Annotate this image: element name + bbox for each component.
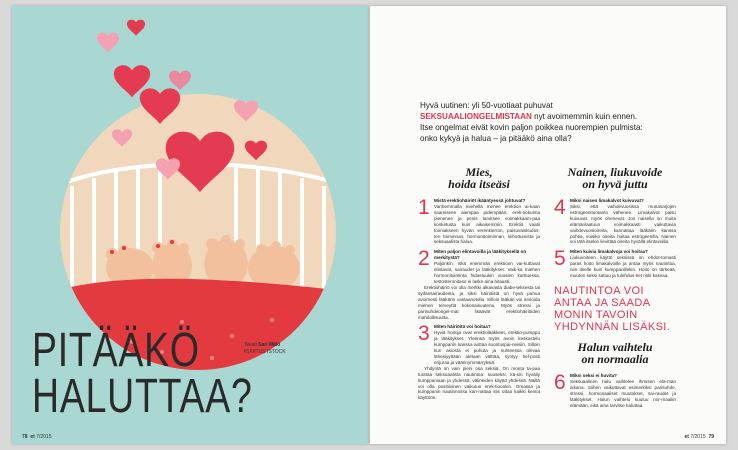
qa-item-1	[418, 198, 540, 245]
section-title-women	[554, 166, 676, 190]
intro-after: nyt avoimemmin kuin ennen. Itse ongelmat eivät kovin paljon poikkea nuorempien pulmista: onko kykyä ja halua – ja pitääkö aina olla?	[420, 112, 643, 143]
right-folio-magazine: et	[684, 434, 689, 440]
item-question: Miksi seksi ei huvita?	[570, 372, 617, 378]
byline-author: Sari Mäki	[258, 342, 281, 348]
item-number: 5	[554, 247, 566, 271]
item-answer: Liukuvoiteen käyttö seksissä on ehdot-tomasti paras hoito limakalvoille ja antaa myös nautintoa, niin itselle kuin kumppanillekin. Hoito on tärkeää, muuten seksi sattuu ja tulehdus-tiet riski kasvaa.	[570, 255, 676, 279]
item-answer-extra: Erektiohäiriö voi olla merkki alkavasta diabe-teksesta tai sydänsairaudesta, ja siksi häiriöistä on hyvä puhua avoimesti lääkärin vastaanotolla. Silloin lääkäri voi arvioida miehen terveyttä kokonaisuutena. Myös stressi ja parisuhdeongel-mat lisäävät erektiohäiriöiden mahdollisuutta.	[418, 284, 540, 320]
item-question: Miten paljon elintavoilla ja lääkityksellä on merkitystä?	[434, 249, 527, 261]
item-number: 2	[418, 247, 430, 271]
item-question: Miten kuivia limakalvoja voi hoitaa?	[570, 249, 648, 255]
headline-line-1: PITÄÄKÖ	[32, 324, 200, 377]
right-page	[370, 6, 726, 444]
byline	[244, 342, 286, 356]
qa-item-2	[418, 249, 540, 320]
item-number: 4	[554, 196, 566, 219]
right-folio	[685, 434, 714, 440]
item-answer-extra: Yhdyntä on vain pieni osa seksiä. On monta ta-paa tuottaa seksuaalista nautintoa: suuseksi, kä-sin hyväily kumppaniaan ja yhdessä, välineiden käyttö yhdessä. Näillä voi olla positiivinen vaikutus erek-tioonkin. Omassa ja kumppanin nautinnossa kan-nattaa siis ottaa kaikki keinot käyttöön.	[418, 365, 540, 401]
column-men	[418, 166, 540, 405]
intro-paragraph	[420, 100, 652, 144]
item-answer: Siksi, että vaihdevuosissa munasarjojen estrogeenituotanto vähenee. Limakalvot paisu kuivuvat, myös ohenevat. Jos naisella on muita elämänlaatuun voimakkaasti vaikuttavia vaihdevuosioireita, kannattaa lääkärin kanssa pohtia, voisiko oireita hoitaa estrogeenilla. Nainen voi tätä itsekin lievittää oireita hyvällä elintavoilla.	[570, 204, 676, 245]
item-question: Mistä erektiohäiriöt ikääntyessä johtuvat?	[434, 198, 526, 203]
right-folio-issue: 7/2015	[690, 434, 706, 440]
item-answer: Hyviä hoitoja ovat erektiolääkkeet, erektio-pumppu ja lääkitykset. Yleensä myös avoin keskustelu kumppanin kanssa auttaa suorituspai-neisiin. Silloin kun asiosta ei puhuta ja suhteessa olevaa lähesiyyttään aletaan välttää, syntyy hel-posti erijuraa ja väärinymmärryksiä.	[434, 330, 540, 365]
qa-item-5	[554, 249, 676, 279]
qa-item-3	[418, 324, 540, 401]
item-question: Miten häiriöitä voi hoitaa?	[434, 324, 491, 330]
item-number: 1	[418, 196, 430, 219]
item-number: 3	[418, 322, 430, 346]
byline-label: Teksti	[244, 342, 257, 348]
item-answer: Seksuaalinen halu vaihtelee ihmisen elä-män aikana. Siihen vaikuttavat esimerkiksi parisuhde, stressi, hormonaaliset muutokset, sai-raudet ja lääkitykset. Halun vaihtelu kuuluu nor-maaliin elämään, eikä aina tarvitse haluttaa.	[570, 378, 676, 408]
qa-item-4	[554, 198, 676, 245]
left-folio-issue: 7/2015	[36, 434, 52, 440]
section-title-women-line-1: Nainen, liukuvoide	[567, 165, 663, 179]
section-title-men-line-2: hoida itseäsi	[448, 177, 510, 191]
left-folio-magazine: et	[30, 434, 35, 440]
left-page	[12, 6, 368, 444]
right-page-number: 79	[708, 434, 714, 440]
left-page-number: 78	[22, 434, 28, 440]
section-title-desire-line-1: Halun vaihtelu	[577, 339, 653, 354]
item-question: Miksi naisen limakalvot kuivuvat?	[570, 198, 644, 203]
item-answer: Paljonkin. Iskä enemmän erektioon vai-kuttavat elintavat, sairaudet ja lääkitykset. Vaik-ka miehen hormonitoiminta hidastuukin vuosien karttuessa, testosteronitaso ei laske aina hitaasti.	[434, 261, 540, 285]
section-title-women-line-2: on hyvä juttu	[582, 177, 648, 191]
section-title-men	[418, 166, 540, 190]
item-number: 6	[554, 370, 566, 394]
left-folio	[22, 434, 51, 440]
pull-quote: NAUTINTOA VOI ANTAA JA SAADA MONIN TAVOIN YHDYNNÄN LISÄKSI.	[554, 284, 671, 333]
section-title-desire-line-2: on normaalia	[581, 351, 649, 366]
section-title-desire	[554, 341, 676, 365]
item-answer: Vanhemmalla miehellä menee erektion ai-kaan saamiseen aiempaa pidempään, erek-tiokulma pienenee ja penis tarvitsee voimakkaam-paa kosketusta kuin aikaisemmin. Erektio vaatii toimiakseen hyvän verenkierron, paisuvaiskudos-ten toiminnan, hormonitoiminnan, kiihottumista ja seksuaalista halua.	[434, 204, 540, 245]
intro-before: Hyvä uutinen: yli 50-vuotiaat puhuvat	[420, 101, 553, 110]
section-title-men-line-1: Mies,	[465, 165, 493, 179]
byline-illustration: KUVITUS ISTOCK	[244, 349, 286, 355]
qa-item-6	[554, 370, 676, 409]
headline-line-2: HALUTTAA?	[32, 370, 253, 423]
main-headline	[32, 324, 253, 423]
column-women	[554, 166, 676, 413]
intro-highlight: SEKSUAALIONGELMISTAAN	[420, 112, 532, 121]
